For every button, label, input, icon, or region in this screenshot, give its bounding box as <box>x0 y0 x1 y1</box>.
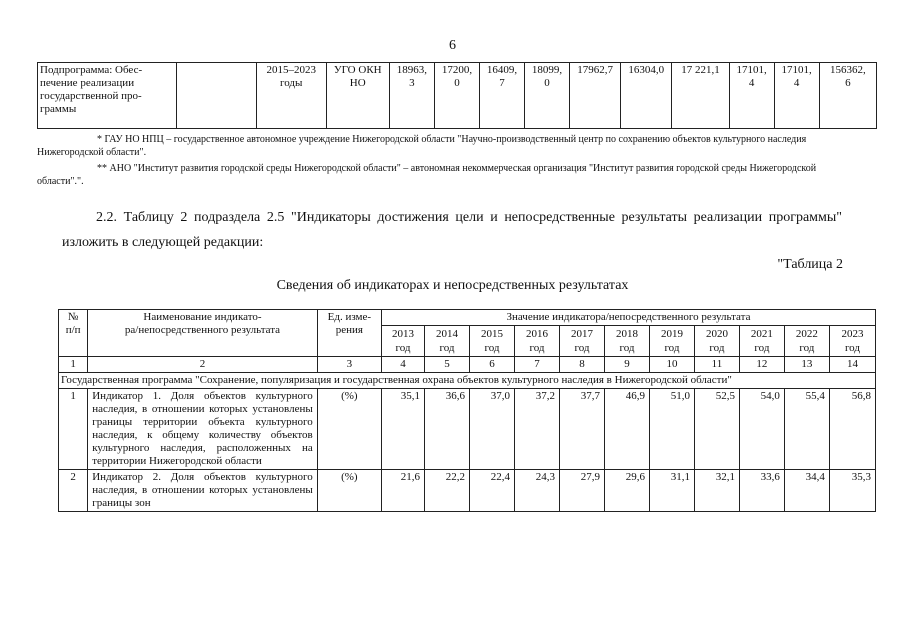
footnote-2: ** АНО "Институт развития городской среды Нижегородской области" – автономная некоммерческая организация "Институт развития городской среды Нижегородской области".". <box>37 163 817 187</box>
table-cell <box>177 63 257 129</box>
program-title: Государственная программа "Сохранение, популяризация и государственная охрана объектов культурного наследия в Нижегородской области" <box>59 373 876 389</box>
column-number: 11 <box>694 357 739 373</box>
row-number: 2 <box>59 470 88 512</box>
column-number: 5 <box>425 357 470 373</box>
value-cell: 37,2 <box>515 389 560 470</box>
value-cell: 46,9 <box>604 389 649 470</box>
table-cell: 18963, 3 <box>389 63 434 129</box>
column-number: 3 <box>317 357 381 373</box>
column-number: 10 <box>649 357 694 373</box>
column-numbers-row <box>59 357 876 373</box>
table-cell: 17101, 4 <box>774 63 819 129</box>
header-values-group: Значение индикатора/непосредственного результата <box>381 310 875 326</box>
table-row <box>59 389 876 470</box>
subprogram-name: Подпрограмма: Обес- печение реализации государственной про- граммы <box>38 63 177 129</box>
table-title: Сведения об индикаторах и непосредственных результатах <box>276 278 629 293</box>
header-year: 2013 год <box>381 326 424 357</box>
value-cell: 29,6 <box>604 470 649 512</box>
unit-cell: (%) <box>317 470 381 512</box>
table-cell: 18099, 0 <box>524 63 569 129</box>
header-name: Наименование индикато- ра/непосредственного результата <box>88 310 318 357</box>
header-num: № п/п <box>59 310 88 357</box>
value-cell: 37,7 <box>560 389 605 470</box>
column-number: 12 <box>739 357 784 373</box>
column-number: 2 <box>88 357 318 373</box>
value-cell: 55,4 <box>784 389 829 470</box>
column-number: 9 <box>604 357 649 373</box>
unit-cell: (%) <box>317 389 381 470</box>
value-cell: 37,0 <box>470 389 515 470</box>
header-row <box>59 310 876 326</box>
header-year: 2015 год <box>470 326 515 357</box>
table-cell: 16409, 7 <box>479 63 524 129</box>
table-cell: 17200, 0 <box>434 63 479 129</box>
value-cell: 34,4 <box>784 470 829 512</box>
table-cell: 156362, 6 <box>819 63 876 129</box>
value-cell: 32,1 <box>694 470 739 512</box>
header-year: 2019 год <box>649 326 694 357</box>
table-cell: УГО ОКН НО <box>326 63 389 129</box>
header-year: 2014 год <box>425 326 470 357</box>
value-cell: 21,6 <box>381 470 424 512</box>
table-row <box>38 63 877 129</box>
header-year: 2022 год <box>784 326 829 357</box>
indicators-table <box>58 309 876 512</box>
value-cell: 36,6 <box>425 389 470 470</box>
column-number: 8 <box>560 357 605 373</box>
table-cell: 17101, 4 <box>729 63 774 129</box>
header-year: 2017 год <box>560 326 605 357</box>
header-year: 2016 год <box>515 326 560 357</box>
value-cell: 51,0 <box>649 389 694 470</box>
table-cell: 2015–2023 годы <box>256 63 326 129</box>
column-number: 7 <box>515 357 560 373</box>
footnote-1: * ГАУ НО НПЦ – государственное автономное учреждение Нижегородской области "Научно-производственный центр по сохранению объектов культурного наследия Нижегородской области". <box>37 134 807 158</box>
header-unit: Ед. изме- рения <box>317 310 381 357</box>
header-year: 2020 год <box>694 326 739 357</box>
indicator-name: Индикатор 2. Доля объектов культурного наследия, в отношении которых установлены границы зон <box>88 470 318 512</box>
value-cell: 27,9 <box>560 470 605 512</box>
column-number: 4 <box>381 357 424 373</box>
value-cell: 56,8 <box>829 389 875 470</box>
indicator-name: Индикатор 1. Доля объектов культурного наследия, в отношении которых установлены границы территории объекта культурного наследия, к общему количеству объектов культурного наследия, расположенных на территории Нижегородской области <box>88 389 318 470</box>
value-cell: 33,6 <box>739 470 784 512</box>
table-cell: 17 221,1 <box>672 63 729 129</box>
column-number: 6 <box>470 357 515 373</box>
value-cell: 24,3 <box>515 470 560 512</box>
row-number: 1 <box>59 389 88 470</box>
value-cell: 31,1 <box>649 470 694 512</box>
table-row <box>59 470 876 512</box>
header-year: 2021 год <box>739 326 784 357</box>
value-cell: 22,2 <box>425 470 470 512</box>
page-number: 6 <box>449 38 456 53</box>
header-year: 2018 год <box>604 326 649 357</box>
column-number: 1 <box>59 357 88 373</box>
table-cell: 17962,7 <box>569 63 620 129</box>
value-cell: 35,3 <box>829 470 875 512</box>
value-cell: 22,4 <box>470 470 515 512</box>
amendment-paragraph: 2.2. Таблицу 2 подраздела 2.5 "Индикаторы достижения цели и непосредственные результаты реализации программы" изложить в следующей редакции: <box>62 210 842 250</box>
column-number: 13 <box>784 357 829 373</box>
value-cell: 54,0 <box>739 389 784 470</box>
budget-table <box>37 62 877 129</box>
header-year: 2023 год <box>829 326 875 357</box>
column-number: 14 <box>829 357 875 373</box>
table-cell: 16304,0 <box>621 63 672 129</box>
value-cell: 52,5 <box>694 389 739 470</box>
program-row <box>59 373 876 389</box>
value-cell: 35,1 <box>381 389 424 470</box>
table-label: "Таблица 2 <box>777 257 843 272</box>
